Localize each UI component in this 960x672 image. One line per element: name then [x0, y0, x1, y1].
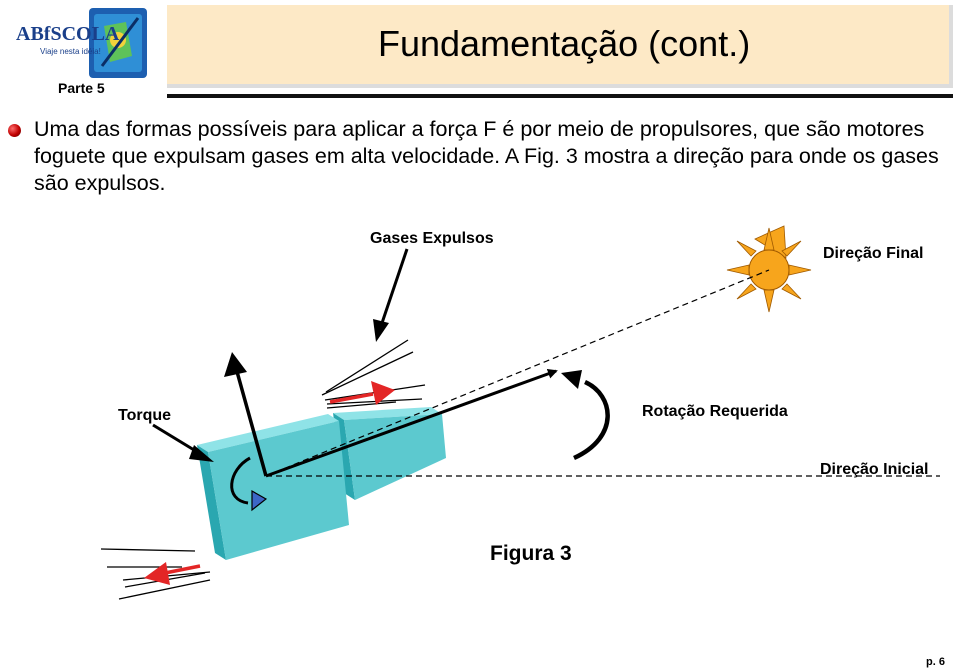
gases-expelled-label: Gases Expulsos: [370, 230, 494, 247]
page-number: p. 6: [926, 656, 945, 668]
final-direction-label: Direção Final: [823, 245, 924, 262]
gas-lines-upper: [322, 340, 425, 408]
torque-label: Torque: [118, 407, 172, 424]
figure-caption: Figura 3: [490, 542, 572, 565]
required-rotation-label: Rotação Requerida: [642, 403, 788, 420]
sun-icon: [727, 226, 811, 312]
logo-tagline: Viaje nesta idéia!: [40, 47, 101, 56]
part-label: Parte 5: [58, 80, 105, 96]
gases-pointer-arrow: [373, 249, 407, 342]
page-title: Fundamentação (cont.): [378, 23, 751, 64]
initial-direction-label: Direção Inicial: [820, 461, 929, 478]
final-direction-line: [266, 270, 769, 476]
spacecraft-block: [197, 407, 446, 560]
logo-text: ABfSCOLA: [16, 23, 120, 45]
required-rotation-arrow: [561, 370, 608, 458]
body-paragraph: Uma das formas possíveis para aplicar a força F é por meio de propulsores, que são motores foguete que expulsam gases em alta velocidade. A Fig. 3 mostra a direção para onde os gases são expulsos.: [34, 117, 939, 195]
